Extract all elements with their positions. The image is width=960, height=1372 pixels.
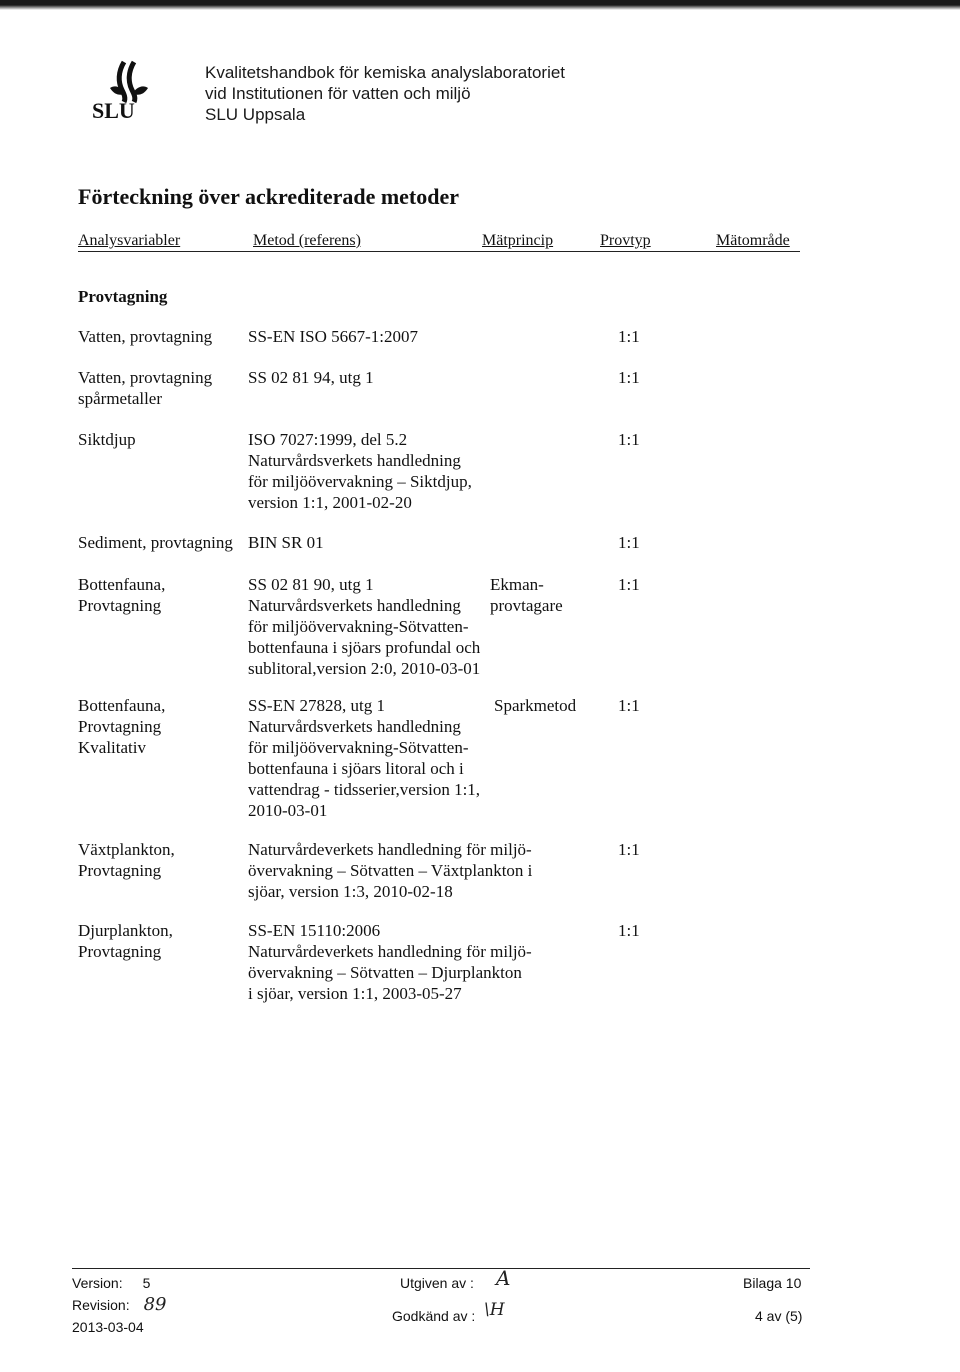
row-4-principle [490, 574, 563, 616]
row-5-method-line: Naturvårdsverkets handledning [248, 717, 461, 736]
row-5-principle [494, 695, 576, 716]
row-4-method-line: Naturvårdsverkets handledning [248, 596, 461, 615]
row-1-variable-line: Vatten, provtagning [78, 368, 213, 387]
row-6-method [248, 839, 532, 902]
row-6-method-line: Naturvårdeverkets handledning för miljö- [248, 840, 532, 859]
row-5-method-line: för miljöövervakning-Sötvatten- [248, 738, 469, 757]
row-2-provtyp: 1:1 [618, 430, 640, 449]
row-1-method [248, 367, 374, 388]
approved-signature: \H [484, 1300, 505, 1320]
row-2-method [248, 429, 472, 513]
header-line-2: vid Institutionen för vatten och miljö [205, 84, 471, 103]
row-2-method-line: version 1:1, 2001-02-20 [248, 493, 412, 512]
row-2-variable-line: Siktdjup [78, 430, 136, 449]
revision-label: Revision: [72, 1297, 130, 1313]
issued-label: Utgiven av : [400, 1275, 474, 1291]
row-3-provtyp: 1:1 [618, 533, 640, 552]
row-1-variable [78, 367, 212, 409]
row-7-method-line: i sjöar, version 1:1, 2003-05-27 [248, 984, 462, 1003]
col-analysvariabler: Analysvariabler [78, 232, 181, 249]
logo-text: SLU [92, 98, 135, 123]
row-0-variable-line: Vatten, provtagning [78, 327, 213, 346]
row-5-method-line: 2010-03-01 [248, 801, 328, 820]
row-5-variable-line: Provtagning [78, 717, 162, 736]
scan-edge [0, 0, 960, 10]
row-4-method-line: SS 02 81 90, utg 1 [248, 575, 374, 594]
col-metod: Metod (referens) [253, 232, 361, 249]
header-rule [78, 251, 800, 252]
footer-left [72, 1272, 167, 1338]
row-1-variable-line: spårmetaller [78, 389, 163, 408]
row-5-variable-line: Bottenfauna, [78, 696, 166, 715]
row-1-method-line: SS 02 81 94, utg 1 [248, 368, 374, 387]
row-5-method-line: SS-EN 27828, utg 1 [248, 696, 385, 715]
row-2-method-line: Naturvårdsverkets handledning [248, 451, 461, 470]
row-4-principle-line: provtagare [490, 596, 563, 615]
row-3-variable [78, 532, 233, 553]
footer-rule [72, 1268, 810, 1269]
row-6-variable [78, 839, 175, 881]
row-7-method-line: Naturvårdeverkets handledning för miljö- [248, 942, 532, 961]
appendix-label: Bilaga 10 [743, 1275, 802, 1291]
row-5-variable-line: Kvalitativ [78, 738, 146, 757]
row-3-variable-line: Sediment, provtagning [78, 533, 233, 552]
row-0-method [248, 326, 418, 347]
col-matomrade: Mätområde [716, 232, 790, 249]
row-6-method-line: övervakning – Sötvatten – Växtplankton i [248, 861, 533, 880]
header-lines [205, 62, 565, 125]
row-4-variable-line: Provtagning [78, 596, 162, 615]
row-4-method-line: bottenfauna i sjöars profundal och [248, 638, 481, 657]
row-7-method-line: SS-EN 15110:2006 [248, 921, 381, 940]
row-4-principle-line: Ekman- [490, 575, 544, 594]
row-2-method-line: ISO 7027:1999, del 5.2 [248, 430, 408, 449]
row-4-variable-line: Bottenfauna, [78, 575, 166, 594]
revision-value: 89 [143, 1294, 167, 1315]
row-5-principle-line: Sparkmetod [494, 696, 577, 715]
row-7-variable-line: Djurplankton, [78, 921, 173, 940]
row-7-method-line: övervakning – Sötvatten – Djurplankton [248, 963, 522, 982]
approved-label: Godkänd av : [392, 1308, 476, 1324]
row-5-provtyp: 1:1 [618, 696, 640, 715]
header-line-3: SLU Uppsala [205, 105, 306, 124]
row-6-method-line: sjöar, version 1:3, 2010-02-18 [248, 882, 453, 901]
row-4-method-line: för miljöövervakning-Sötvatten- [248, 617, 469, 636]
row-1-provtyp: 1:1 [618, 368, 640, 387]
row-5-method-line: bottenfauna i sjöars litoral och i [248, 759, 464, 778]
row-0-variable [78, 326, 212, 347]
version-label: Version: [72, 1275, 123, 1291]
row-4-provtyp: 1:1 [618, 575, 640, 594]
row-6-provtyp: 1:1 [618, 840, 640, 859]
page-number: 4 av (5) [755, 1308, 803, 1324]
slu-logo [88, 58, 188, 128]
section-provtagning: Provtagning [78, 287, 168, 306]
row-2-variable [78, 429, 136, 450]
row-7-variable-line: Provtagning [78, 942, 162, 961]
row-4-method [248, 574, 480, 679]
row-3-method-line: BIN SR 01 [248, 533, 324, 552]
row-5-method-line: vattendrag - tidsserier,version 1:1, [248, 780, 481, 799]
row-4-variable [78, 574, 165, 616]
issued-signature: A [496, 1266, 511, 1290]
row-6-variable-line: Provtagning [78, 861, 162, 880]
row-6-variable-line: Växtplankton, [78, 840, 175, 859]
footer-date: 2013-03-04 [72, 1319, 144, 1335]
row-2-method-line: för miljöövervakning – Siktdjup, [248, 472, 472, 491]
row-0-method-line: SS-EN ISO 5667-1:2007 [248, 327, 419, 346]
header-line-1: Kvalitetshandbok för kemiska analyslaboratoriet [205, 63, 566, 82]
row-5-method [248, 695, 480, 821]
row-7-provtyp: 1:1 [618, 921, 640, 940]
row-7-method [248, 920, 532, 1004]
row-0-provtyp: 1:1 [618, 327, 640, 346]
row-5-variable [78, 695, 165, 758]
row-7-variable [78, 920, 173, 962]
version-value: 5 [142, 1275, 151, 1291]
col-matprincip: Mätprincip [482, 232, 554, 249]
col-provtyp: Provtyp [600, 232, 651, 249]
page-title: Förteckning över ackrediterade metoder [78, 184, 460, 209]
row-3-method [248, 532, 324, 553]
row-4-method-line: sublitoral,version 2:0, 2010-03-01 [248, 659, 481, 678]
